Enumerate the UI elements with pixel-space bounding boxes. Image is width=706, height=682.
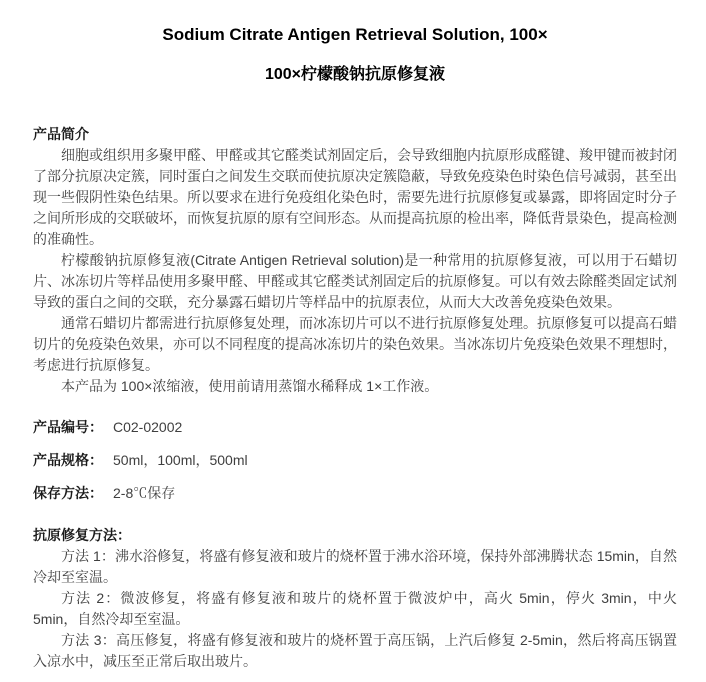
product-spec-row bbox=[33, 450, 677, 471]
intro-paragraph-usage-scope: 通常石蜡切片都需进行抗原修复处理，而冰冻切片可以不进行抗原修复处理。抗原修复可以提高石蜡切片的免疫染色效果，亦可以不同程度的提高冰冻切片的染色效果。当冰冻切片免疫染色效果不理想时，考虑进行抗原修复。 bbox=[33, 315, 677, 373]
method-2-microwave: 方法 2：微波修复，将盛有修复液和玻片的烧杯置于微波炉中，高火 5min，停火 3min，中火 5min，自然冷却至室温。 bbox=[33, 590, 677, 627]
product-number-label: 产品编号： bbox=[33, 419, 103, 435]
method-1-boiling-water-bath: 方法 1：沸水浴修复，将盛有修复液和玻片的烧杯置于沸水浴环境，保持外部沸腾状态 15min，自然冷却至室温。 bbox=[33, 548, 677, 585]
product-number-row bbox=[33, 417, 677, 438]
storage-method-row bbox=[33, 483, 677, 504]
intro-paragraph-dilution-note: 本产品为 100×浓缩液，使用前请用蒸馏水稀释成 1×工作液。 bbox=[61, 378, 439, 394]
page-title-chinese: 100×柠檬酸钠抗原修复液 bbox=[264, 66, 446, 83]
storage-method-value: 2-8℃保存 bbox=[113, 485, 176, 501]
product-number-value: C02-02002 bbox=[113, 419, 183, 435]
page-title-english: Sodium Citrate Antigen Retrieval Solution, 100× bbox=[162, 25, 548, 44]
method-3-pressure-cooker: 方法 3：高压修复，将盛有修复液和玻片的烧杯置于高压锅，上汽后修复 2-5min，然后将高压锅置入凉水中，减压至正常后取出玻片。 bbox=[33, 632, 677, 669]
intro-paragraph-solution-description: 柠檬酸钠抗原修复液(Citrate Antigen Retrieval solution)是一种常用的抗原修复液，可以用于石蜡切片、冰冻切片等样品使用多聚甲醛、甲醛或其它醛类试剂固定后的抗原修复。可以有效去除醛类固定试剂导致的蛋白之间的交联，充分暴露石蜡切片等样品中的抗原表位，从而大大改善免疫染色效果。 bbox=[33, 252, 677, 310]
intro-paragraph-fixation: 细胞或组织用多聚甲醛、甲醛或其它醛类试剂固定后，会导致细胞内抗原形成醛键、羧甲键而被封闭了部分抗原决定簇，同时蛋白之间发生交联而使抗原决定簇隐蔽，导致免疫染色时染色信号减弱，甚至出现一些假阴性染色结果。所以要求在进行免疫组化染色时，需要先进行抗原修复或暴露，即将固定时分子之间所形成的交联破坏，而恢复抗原的原有空间形态。从而提高抗原的检出率，降低背景染色，提高检测的准确性。 bbox=[33, 147, 677, 247]
retrieval-methods-heading: 抗原修复方法： bbox=[33, 527, 131, 543]
retrieval-methods-section bbox=[33, 525, 677, 672]
product-info-section bbox=[33, 417, 677, 504]
storage-method-label: 保存方法： bbox=[33, 485, 103, 501]
intro-heading: 产品简介 bbox=[33, 126, 89, 142]
product-spec-value: 50ml，100ml，500ml bbox=[113, 452, 248, 468]
product-intro-section bbox=[33, 124, 677, 397]
product-spec-label: 产品规格： bbox=[33, 452, 103, 468]
